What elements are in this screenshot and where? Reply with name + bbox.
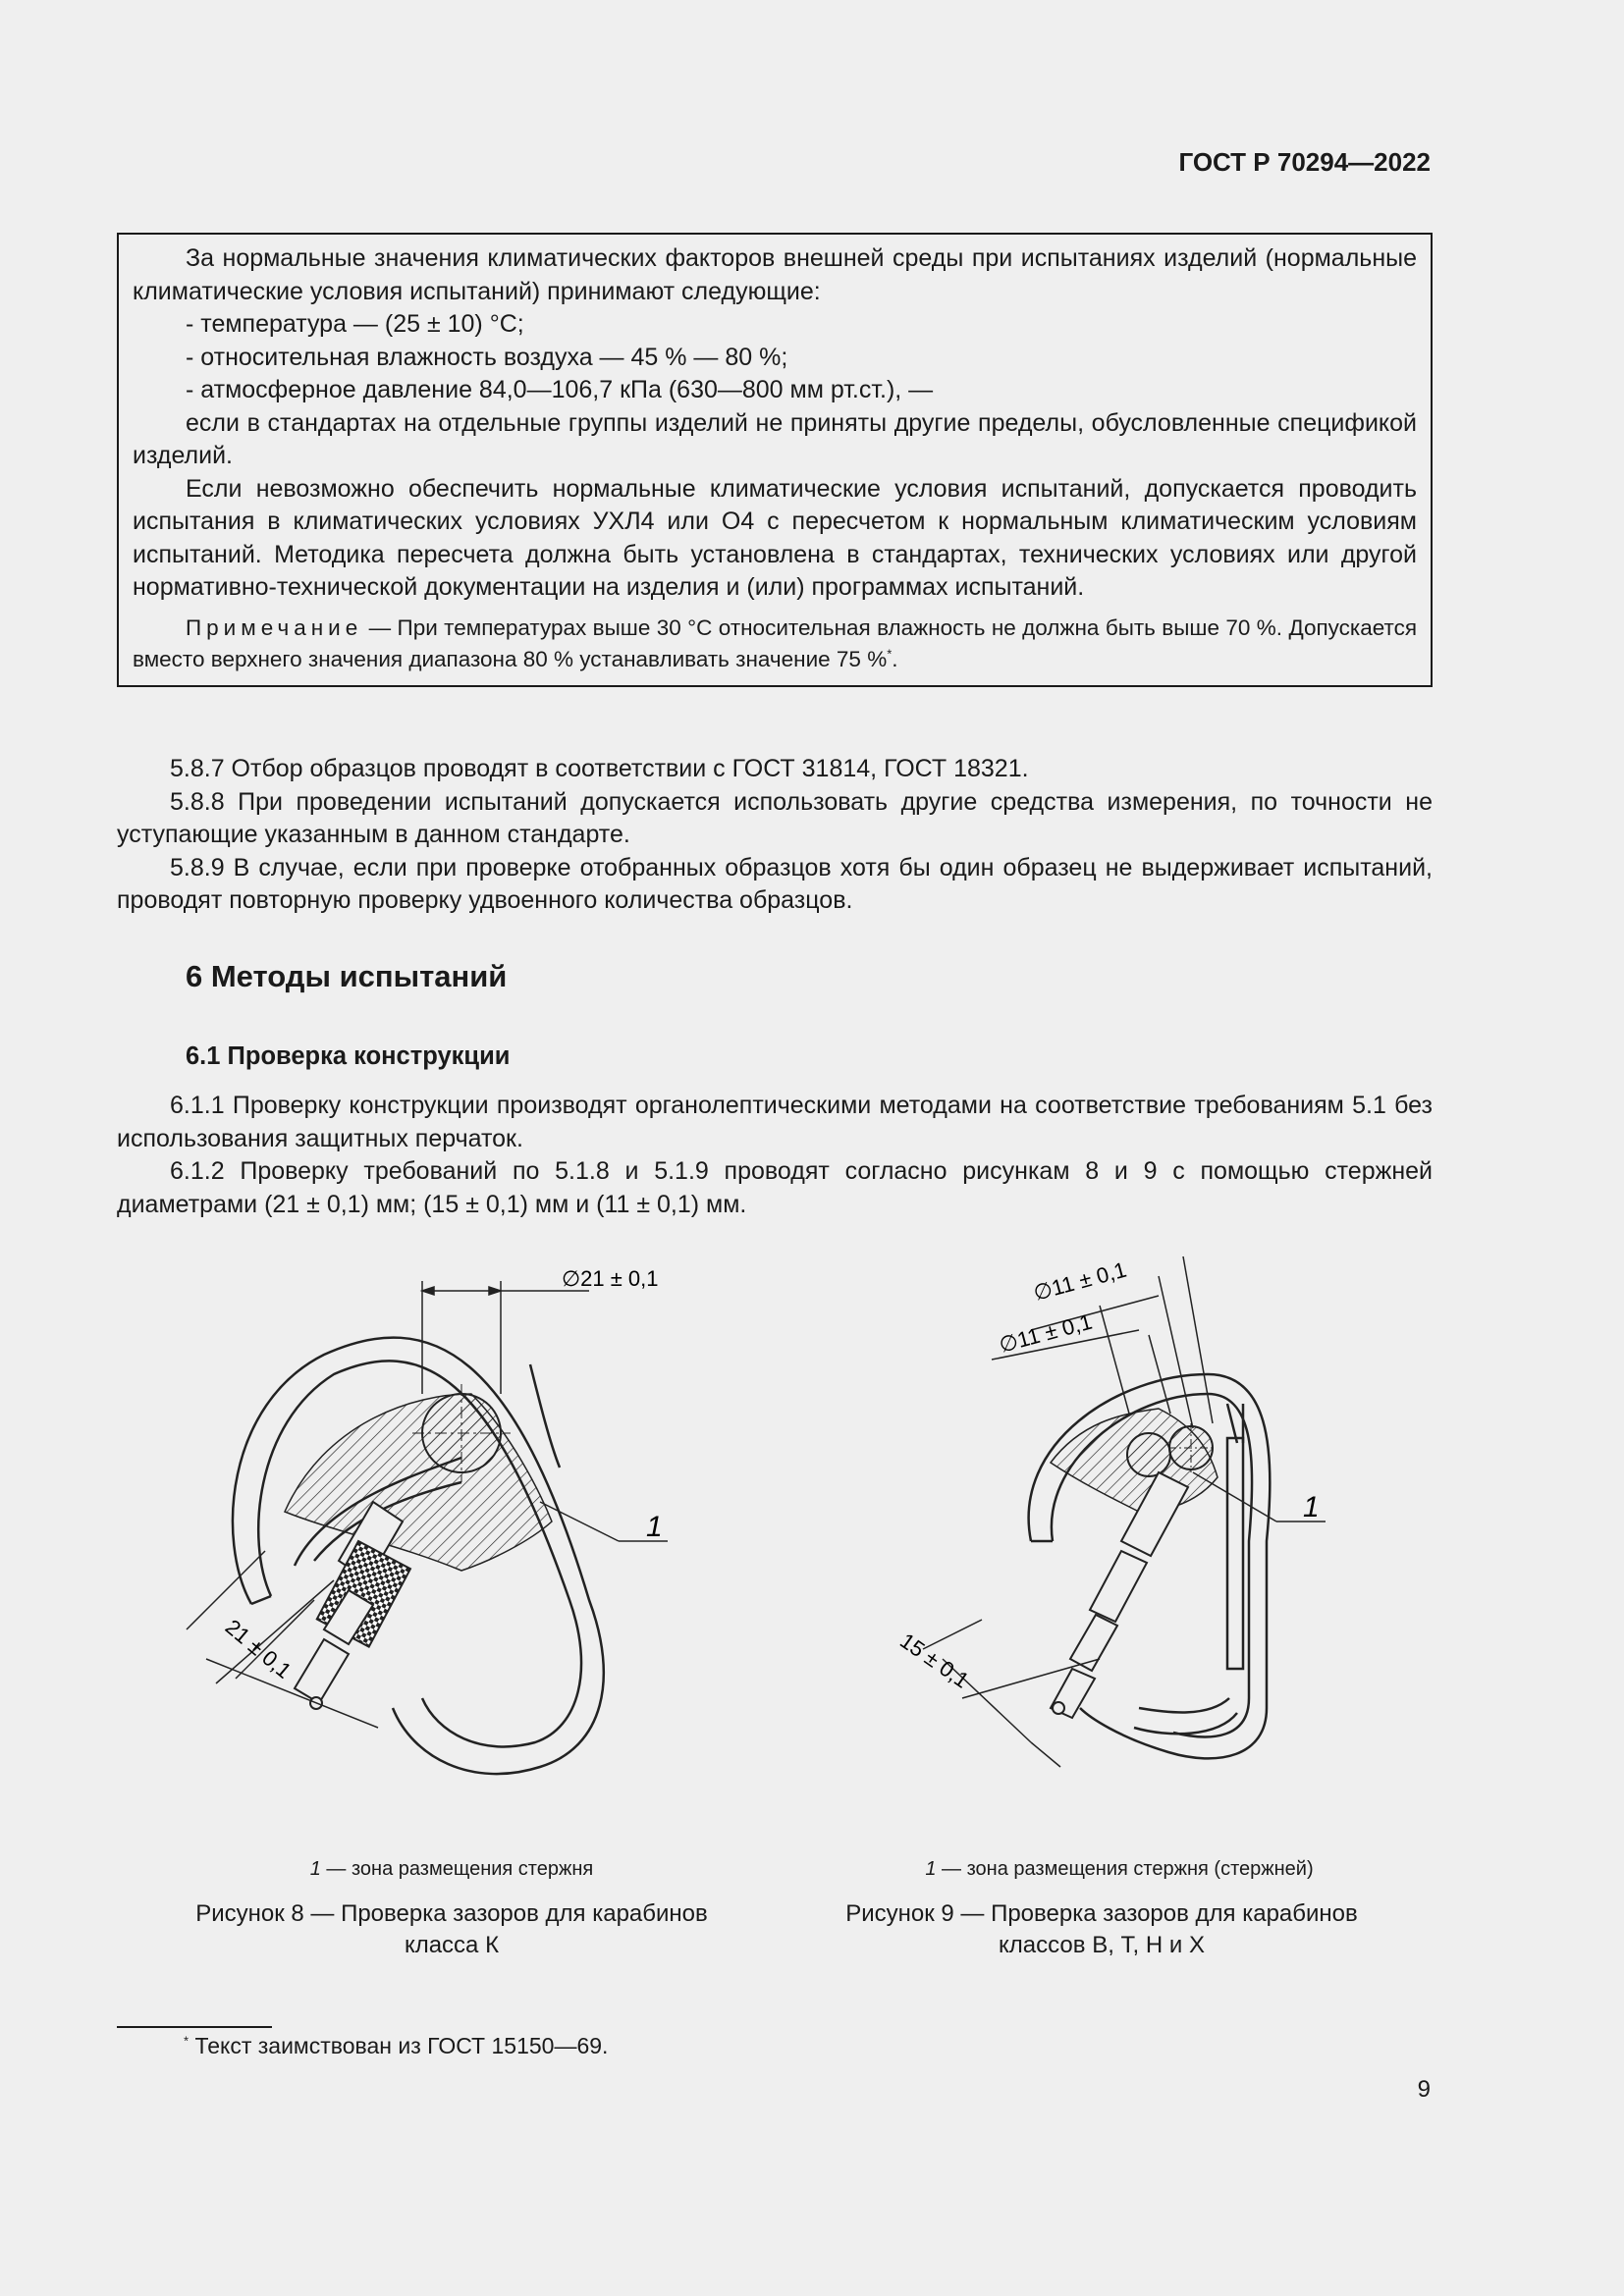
clause-5-8-9: 5.8.9 В случае, если при проверке отобранных образцов хотя бы один образец не выдерживает испытаний, проводят повторную проверку удвоенного количества образцов. (117, 853, 1433, 914)
fig9-caption-line2: классов В, Т, Н и Х (999, 1932, 1205, 1958)
box-note (133, 613, 1417, 675)
fig9-legend-text: — зона размещения стержня (стержней) (936, 1858, 1314, 1880)
page-number: 9 (1417, 2076, 1431, 2103)
clause-5-8-8: 5.8.8 При проведении испытаний допускается использовать другие средства измерения, по точности не уступающие указанным в данном стандарте. (117, 787, 1433, 848)
fig8-legend-text: — зона размещения стержня (320, 1858, 594, 1880)
footnote-rule (117, 2026, 272, 2028)
figure-9 (864, 1247, 1414, 1796)
note-text: — При температурах выше 30 °С относительная влажность не должна быть выше 70 %. Допускается вместо верхнего значения диапазона 80 % устанавливать значение 75 % (133, 614, 1417, 671)
fig9-caption-line1: Рисунок 9 — Проверка зазоров для карабинов (845, 1900, 1358, 1927)
fig9-legend (825, 1858, 1414, 1881)
document-code: ГОСТ Р 70294—2022 (1178, 147, 1431, 177)
fig8-caption-line2: класса К (404, 1932, 500, 1958)
subsection-title: 6.1 Проверка конструкции (186, 1042, 511, 1070)
fig8-legend-num: 1 (309, 1858, 321, 1880)
rod-zone-hatch (285, 1394, 552, 1571)
rod-11-circle-a (1127, 1433, 1170, 1476)
box-item-temperature: - температура — (25 ± 10) °С; (186, 310, 524, 338)
note-footnote-mark: * (887, 646, 893, 661)
callout-1: 1 (646, 1511, 663, 1543)
figure-8 (177, 1247, 727, 1796)
dim-21-top-label: ∅21 ± 0,1 (562, 1266, 659, 1291)
box-item-pressure: - атмосферное давление 84,0—106,7 кПа (630—800 мм рт.ст.), — (186, 376, 934, 403)
dim-11-top1-label: ∅11 ± 0,1 (1030, 1256, 1129, 1306)
callout-1-b: 1 (1303, 1491, 1320, 1523)
dim-15-side-label: 15 ± 0,1 (895, 1628, 974, 1693)
clause-5-8-7: 5.8.7 Отбор образцов проводят в соответствии с ГОСТ 31814, ГОСТ 18321. (170, 755, 1029, 782)
clause-6-1-1: 6.1.1 Проверку конструкции производят органолептическими методами на соответствие требованиям 5.1 без использования защитных перчаток. (117, 1092, 1433, 1152)
section-title: 6 Методы испытаний (186, 959, 508, 993)
footnote-mark: * (184, 2033, 189, 2049)
note-label: Примечание (186, 614, 363, 640)
box-paragraph-3: Если невозможно обеспечить нормальные климатические условия испытаний, допускается проводить испытания в климатических условиях УХЛ4 или О4 с пересчетом к нормальным климатическим условиям испытаний. Методика пересчета должна быть установлена в стандартах, технических условиях или другой нормативно-технической документации на изделия и (или) программах испытаний. (133, 474, 1417, 601)
clause-6-1-2: 6.1.2 Проверку требований по 5.1.8 и 5.1.9 проводят согласно рисункам 8 и 9 с помощью стержней диаметрами (21 ± 0,1) мм; (15 ± 0,1) мм и (11 ± 0,1) мм. (117, 1157, 1433, 1218)
note-end: . (892, 646, 898, 671)
footnote-text: Текст заимствован из ГОСТ 15150—69. (189, 2033, 609, 2058)
box-paragraph-1: За нормальные значения климатических факторов внешней среды при испытаниях изделий (нормальные климатические условия испытаний) принимают следующие: (133, 244, 1417, 305)
fig9-caption (797, 1898, 1406, 1961)
climate-conditions-box (117, 233, 1433, 687)
box-paragraph-2: если в стандартах на отдельные группы изделий не приняты другие пределы, обусловленные спецификой изделий. (133, 408, 1417, 469)
gate-b (1051, 1472, 1188, 1718)
fig8-caption (147, 1898, 756, 1961)
clauses-5-8 (117, 753, 1433, 918)
dim-21-side-label: 21 ± 0,1 (220, 1614, 297, 1683)
box-item-humidity: - относительная влажность воздуха — 45 % — 80 %; (186, 343, 788, 371)
fig8-legend (177, 1858, 727, 1881)
clauses-6-1 (117, 1090, 1433, 1221)
dim-21-top (422, 1281, 589, 1394)
dim-11-top2-label: ∅11 ± 0,1 (996, 1308, 1095, 1358)
footnote (184, 2033, 608, 2059)
fig8-caption-line1: Рисунок 8 — Проверка зазоров для карабинов (195, 1900, 708, 1927)
fig9-legend-num: 1 (925, 1858, 937, 1880)
